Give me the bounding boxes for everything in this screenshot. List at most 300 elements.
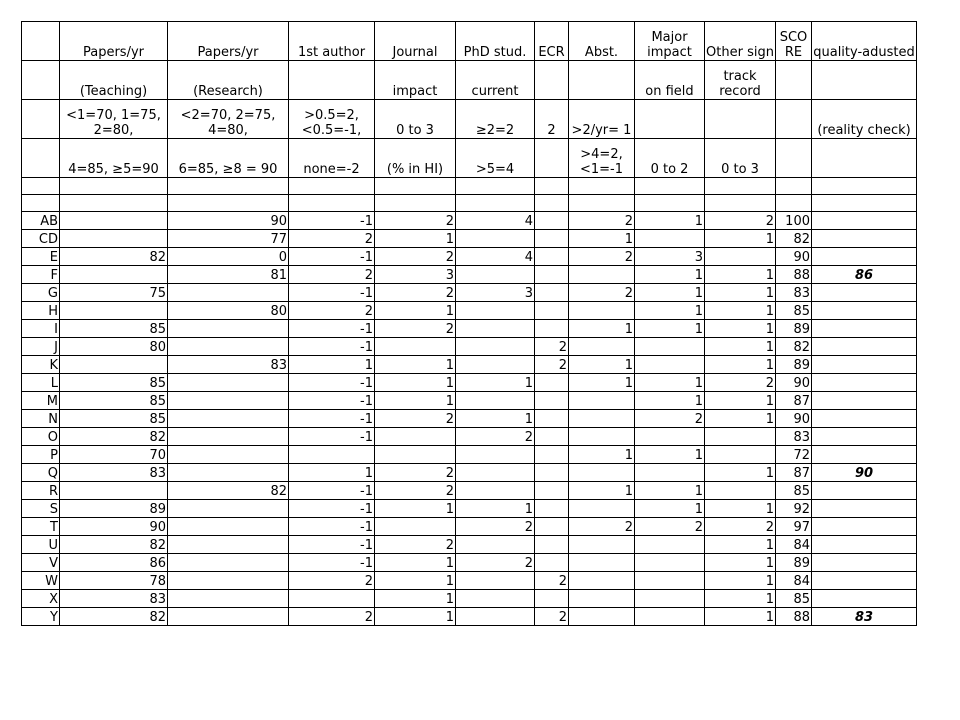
cell-first-author: 1st author xyxy=(289,22,375,61)
cell-abstracts xyxy=(569,464,635,482)
cell-score: 83 xyxy=(776,284,812,302)
cell-score: 92 xyxy=(776,500,812,518)
cell-journal-impact: 1 xyxy=(375,230,456,248)
cell-score: 84 xyxy=(776,572,812,590)
cell-major-impact: 1 xyxy=(635,266,705,284)
cell-papers-research xyxy=(168,392,289,410)
cell-papers-teaching xyxy=(60,482,168,500)
cell-ecr xyxy=(535,590,569,608)
cell-label: O xyxy=(22,428,60,446)
cell-phd-students xyxy=(456,178,535,195)
header-row xyxy=(22,22,917,61)
cell-major-impact xyxy=(635,428,705,446)
cell-first-author xyxy=(289,446,375,464)
cell-journal-impact: 1 xyxy=(375,554,456,572)
cell-phd-students xyxy=(456,356,535,374)
cell-papers-teaching: 75 xyxy=(60,284,168,302)
cell-journal-impact: 2 xyxy=(375,410,456,428)
cell-journal-impact xyxy=(375,195,456,212)
cell-journal-impact: 1 xyxy=(375,500,456,518)
cell-papers-research: 77 xyxy=(168,230,289,248)
table-row xyxy=(22,248,917,266)
cell-score: 88 xyxy=(776,266,812,284)
cell-journal-impact: 1 xyxy=(375,356,456,374)
cell-abstracts: >2/yr= 1 xyxy=(569,100,635,139)
header-row xyxy=(22,100,917,139)
cell-first-author xyxy=(289,195,375,212)
cell-papers-teaching xyxy=(60,302,168,320)
cell-papers-teaching xyxy=(60,178,168,195)
cell-major-impact: 1 xyxy=(635,302,705,320)
cell-major-impact: 0 to 2 xyxy=(635,139,705,178)
table-row xyxy=(22,320,917,338)
cell-phd-students xyxy=(456,464,535,482)
cell-score: 90 xyxy=(776,248,812,266)
cell-quality-adjusted xyxy=(812,590,917,608)
cell-papers-teaching: 83 xyxy=(60,590,168,608)
scoring-table xyxy=(21,21,917,626)
cell-first-author: 2 xyxy=(289,572,375,590)
cell-quality-adjusted: 90 xyxy=(812,464,917,482)
cell-quality-adjusted xyxy=(812,195,917,212)
cell-quality-adjusted xyxy=(812,338,917,356)
cell-label: N xyxy=(22,410,60,428)
cell-score: 82 xyxy=(776,338,812,356)
cell-quality-adjusted xyxy=(812,482,917,500)
cell-label xyxy=(22,22,60,61)
cell-first-author: -1 xyxy=(289,392,375,410)
cell-label xyxy=(22,100,60,139)
cell-quality-adjusted: 86 xyxy=(812,266,917,284)
cell-first-author: >0.5=2, <0.5=-1, xyxy=(289,100,375,139)
cell-phd-students xyxy=(456,590,535,608)
cell-major-impact: 1 xyxy=(635,392,705,410)
table-row xyxy=(22,482,917,500)
cell-major-impact: 2 xyxy=(635,410,705,428)
cell-other-track-record: 2 xyxy=(705,374,776,392)
cell-label: J xyxy=(22,338,60,356)
cell-papers-research xyxy=(168,374,289,392)
cell-quality-adjusted xyxy=(812,212,917,230)
cell-major-impact: 3 xyxy=(635,248,705,266)
cell-label: G xyxy=(22,284,60,302)
cell-quality-adjusted xyxy=(812,248,917,266)
cell-major-impact xyxy=(635,195,705,212)
cell-abstracts xyxy=(569,302,635,320)
cell-first-author: -1 xyxy=(289,284,375,302)
cell-score xyxy=(776,139,812,178)
cell-quality-adjusted xyxy=(812,428,917,446)
cell-major-impact xyxy=(635,338,705,356)
cell-papers-research: Papers/yr xyxy=(168,22,289,61)
cell-journal-impact xyxy=(375,178,456,195)
cell-papers-research: 82 xyxy=(168,482,289,500)
cell-major-impact xyxy=(635,100,705,139)
cell-score: 83 xyxy=(776,428,812,446)
cell-ecr xyxy=(535,446,569,464)
cell-score: 90 xyxy=(776,374,812,392)
cell-other-track-record xyxy=(705,248,776,266)
cell-first-author xyxy=(289,178,375,195)
cell-ecr xyxy=(535,320,569,338)
cell-papers-research xyxy=(168,410,289,428)
cell-major-impact: on field xyxy=(635,61,705,100)
cell-quality-adjusted xyxy=(812,139,917,178)
cell-phd-students: >5=4 xyxy=(456,139,535,178)
cell-abstracts xyxy=(569,266,635,284)
cell-ecr: ECR xyxy=(535,22,569,61)
table-row xyxy=(22,266,917,284)
cell-papers-teaching: 85 xyxy=(60,392,168,410)
cell-score: 87 xyxy=(776,464,812,482)
table-row xyxy=(22,608,917,626)
cell-journal-impact: 3 xyxy=(375,266,456,284)
cell-papers-teaching: 89 xyxy=(60,500,168,518)
cell-papers-teaching: <1=70, 1=75, 2=80, xyxy=(60,100,168,139)
cell-quality-adjusted xyxy=(812,500,917,518)
cell-phd-students xyxy=(456,266,535,284)
cell-papers-teaching: 82 xyxy=(60,428,168,446)
cell-phd-students xyxy=(456,392,535,410)
cell-phd-students xyxy=(456,446,535,464)
cell-ecr xyxy=(535,464,569,482)
cell-phd-students: 2 xyxy=(456,554,535,572)
cell-label: H xyxy=(22,302,60,320)
cell-phd-students: ≥2=2 xyxy=(456,100,535,139)
cell-score: 85 xyxy=(776,590,812,608)
cell-papers-teaching xyxy=(60,195,168,212)
cell-score xyxy=(776,195,812,212)
cell-abstracts xyxy=(569,410,635,428)
cell-label: R xyxy=(22,482,60,500)
cell-papers-teaching: 4=85, ≥5=90 xyxy=(60,139,168,178)
cell-label: W xyxy=(22,572,60,590)
cell-papers-research xyxy=(168,320,289,338)
cell-score: 85 xyxy=(776,302,812,320)
cell-abstracts: 2 xyxy=(569,248,635,266)
cell-papers-research xyxy=(168,195,289,212)
cell-first-author: 2 xyxy=(289,230,375,248)
cell-abstracts xyxy=(569,428,635,446)
table-row xyxy=(22,410,917,428)
cell-abstracts xyxy=(569,338,635,356)
cell-other-track-record: 2 xyxy=(705,212,776,230)
cell-first-author: none=-2 xyxy=(289,139,375,178)
cell-major-impact: 1 xyxy=(635,374,705,392)
cell-phd-students xyxy=(456,338,535,356)
cell-quality-adjusted xyxy=(812,446,917,464)
table-row xyxy=(22,500,917,518)
cell-journal-impact: 1 xyxy=(375,392,456,410)
cell-phd-students xyxy=(456,572,535,590)
cell-ecr xyxy=(535,230,569,248)
cell-major-impact xyxy=(635,230,705,248)
cell-papers-research xyxy=(168,178,289,195)
cell-label xyxy=(22,178,60,195)
cell-major-impact xyxy=(635,464,705,482)
cell-abstracts: 1 xyxy=(569,482,635,500)
cell-first-author: -1 xyxy=(289,212,375,230)
cell-quality-adjusted xyxy=(812,284,917,302)
cell-journal-impact: impact xyxy=(375,61,456,100)
table-row xyxy=(22,284,917,302)
cell-journal-impact xyxy=(375,338,456,356)
cell-ecr: 2 xyxy=(535,608,569,626)
cell-journal-impact: 2 xyxy=(375,320,456,338)
cell-label: Q xyxy=(22,464,60,482)
cell-phd-students: 2 xyxy=(456,428,535,446)
cell-papers-teaching: 86 xyxy=(60,554,168,572)
cell-label: K xyxy=(22,356,60,374)
cell-first-author: 2 xyxy=(289,302,375,320)
cell-label: E xyxy=(22,248,60,266)
cell-major-impact: 1 xyxy=(635,284,705,302)
cell-ecr xyxy=(535,139,569,178)
cell-label: L xyxy=(22,374,60,392)
cell-major-impact xyxy=(635,608,705,626)
cell-score: 84 xyxy=(776,536,812,554)
cell-papers-research: <2=70, 2=75, 4=80, xyxy=(168,100,289,139)
cell-score: 89 xyxy=(776,320,812,338)
cell-major-impact: 1 xyxy=(635,482,705,500)
cell-other-track-record: 2 xyxy=(705,518,776,536)
cell-ecr: 2 xyxy=(535,356,569,374)
table-row xyxy=(22,428,917,446)
cell-other-track-record: 1 xyxy=(705,230,776,248)
cell-other-track-record xyxy=(705,428,776,446)
cell-abstracts: >4=2, <1=-1 xyxy=(569,139,635,178)
cell-first-author: 2 xyxy=(289,608,375,626)
cell-ecr xyxy=(535,178,569,195)
cell-journal-impact: (% in HI) xyxy=(375,139,456,178)
cell-other-track-record: 1 xyxy=(705,302,776,320)
table-row xyxy=(22,212,917,230)
cell-abstracts xyxy=(569,195,635,212)
table-row xyxy=(22,464,917,482)
cell-ecr xyxy=(535,284,569,302)
cell-major-impact: 1 xyxy=(635,500,705,518)
cell-journal-impact: 1 xyxy=(375,608,456,626)
cell-label: V xyxy=(22,554,60,572)
cell-journal-impact: 1 xyxy=(375,302,456,320)
cell-quality-adjusted xyxy=(812,392,917,410)
cell-major-impact xyxy=(635,572,705,590)
table-row xyxy=(22,446,917,464)
table-row xyxy=(22,302,917,320)
cell-phd-students xyxy=(456,302,535,320)
cell-phd-students xyxy=(456,482,535,500)
cell-journal-impact: 2 xyxy=(375,464,456,482)
cell-phd-students xyxy=(456,230,535,248)
cell-first-author: -1 xyxy=(289,338,375,356)
table-row xyxy=(22,518,917,536)
cell-ecr xyxy=(535,248,569,266)
cell-label: X xyxy=(22,590,60,608)
cell-other-track-record: track record xyxy=(705,61,776,100)
cell-label: CD xyxy=(22,230,60,248)
cell-quality-adjusted xyxy=(812,178,917,195)
cell-quality-adjusted xyxy=(812,61,917,100)
cell-label: AB xyxy=(22,212,60,230)
cell-score: 85 xyxy=(776,482,812,500)
cell-journal-impact: 2 xyxy=(375,482,456,500)
cell-journal-impact: 1 xyxy=(375,374,456,392)
cell-first-author: 1 xyxy=(289,356,375,374)
cell-first-author: -1 xyxy=(289,410,375,428)
cell-other-track-record xyxy=(705,100,776,139)
cell-papers-teaching: 70 xyxy=(60,446,168,464)
cell-phd-students xyxy=(456,608,535,626)
cell-abstracts: 2 xyxy=(569,284,635,302)
cell-score xyxy=(776,100,812,139)
cell-phd-students xyxy=(456,195,535,212)
cell-other-track-record xyxy=(705,482,776,500)
cell-papers-teaching: Papers/yr xyxy=(60,22,168,61)
cell-papers-research xyxy=(168,536,289,554)
cell-journal-impact: Journal xyxy=(375,22,456,61)
cell-first-author xyxy=(289,590,375,608)
cell-phd-students: PhD stud. xyxy=(456,22,535,61)
cell-other-track-record: 1 xyxy=(705,320,776,338)
cell-score xyxy=(776,61,812,100)
cell-ecr xyxy=(535,266,569,284)
cell-papers-research: 80 xyxy=(168,302,289,320)
cell-label xyxy=(22,139,60,178)
cell-major-impact: Major impact xyxy=(635,22,705,61)
cell-ecr xyxy=(535,536,569,554)
cell-papers-teaching: 85 xyxy=(60,320,168,338)
cell-first-author: -1 xyxy=(289,482,375,500)
cell-phd-students: current xyxy=(456,61,535,100)
cell-ecr xyxy=(535,410,569,428)
cell-abstracts xyxy=(569,61,635,100)
table-row xyxy=(22,374,917,392)
cell-papers-teaching xyxy=(60,266,168,284)
cell-journal-impact: 2 xyxy=(375,536,456,554)
cell-ecr xyxy=(535,61,569,100)
cell-ecr xyxy=(535,392,569,410)
cell-major-impact: 1 xyxy=(635,212,705,230)
cell-other-track-record: 1 xyxy=(705,500,776,518)
cell-quality-adjusted xyxy=(812,554,917,572)
cell-quality-adjusted xyxy=(812,356,917,374)
header-row xyxy=(22,61,917,100)
cell-journal-impact: 2 xyxy=(375,212,456,230)
cell-first-author: -1 xyxy=(289,500,375,518)
spacer-row xyxy=(22,178,917,195)
cell-journal-impact xyxy=(375,518,456,536)
cell-papers-research: 6=85, ≥8 = 90 xyxy=(168,139,289,178)
cell-abstracts xyxy=(569,572,635,590)
cell-papers-teaching: 82 xyxy=(60,248,168,266)
cell-label: U xyxy=(22,536,60,554)
cell-phd-students: 1 xyxy=(456,374,535,392)
cell-papers-teaching: 82 xyxy=(60,536,168,554)
cell-other-track-record: 1 xyxy=(705,284,776,302)
cell-papers-research: 81 xyxy=(168,266,289,284)
cell-label: M xyxy=(22,392,60,410)
cell-other-track-record: 1 xyxy=(705,356,776,374)
cell-papers-teaching: 82 xyxy=(60,608,168,626)
cell-papers-research xyxy=(168,284,289,302)
cell-papers-teaching: 78 xyxy=(60,572,168,590)
cell-papers-teaching: 90 xyxy=(60,518,168,536)
cell-papers-research xyxy=(168,500,289,518)
cell-quality-adjusted xyxy=(812,410,917,428)
cell-quality-adjusted xyxy=(812,518,917,536)
cell-ecr: 2 xyxy=(535,338,569,356)
cell-other-track-record xyxy=(705,446,776,464)
cell-papers-research xyxy=(168,518,289,536)
cell-abstracts: 2 xyxy=(569,212,635,230)
cell-abstracts: 2 xyxy=(569,518,635,536)
cell-quality-adjusted xyxy=(812,302,917,320)
cell-other-track-record: 1 xyxy=(705,536,776,554)
header-row xyxy=(22,139,917,178)
cell-label: P xyxy=(22,446,60,464)
cell-other-track-record: 1 xyxy=(705,590,776,608)
cell-score xyxy=(776,178,812,195)
table-row xyxy=(22,356,917,374)
cell-phd-students xyxy=(456,536,535,554)
table-row xyxy=(22,392,917,410)
cell-quality-adjusted xyxy=(812,230,917,248)
cell-label: T xyxy=(22,518,60,536)
spacer-row xyxy=(22,195,917,212)
table-row xyxy=(22,230,917,248)
cell-first-author: -1 xyxy=(289,518,375,536)
cell-journal-impact: 0 to 3 xyxy=(375,100,456,139)
cell-phd-students: 3 xyxy=(456,284,535,302)
cell-phd-students xyxy=(456,320,535,338)
cell-other-track-record: Other sign xyxy=(705,22,776,61)
cell-major-impact xyxy=(635,590,705,608)
cell-first-author: -1 xyxy=(289,536,375,554)
cell-score: 88 xyxy=(776,608,812,626)
cell-abstracts xyxy=(569,536,635,554)
cell-quality-adjusted xyxy=(812,572,917,590)
cell-label: Y xyxy=(22,608,60,626)
cell-first-author: -1 xyxy=(289,248,375,266)
cell-other-track-record: 0 to 3 xyxy=(705,139,776,178)
cell-journal-impact xyxy=(375,446,456,464)
cell-other-track-record: 1 xyxy=(705,554,776,572)
cell-score: 97 xyxy=(776,518,812,536)
table-row xyxy=(22,554,917,572)
cell-papers-research xyxy=(168,464,289,482)
cell-label xyxy=(22,61,60,100)
cell-phd-students: 4 xyxy=(456,212,535,230)
cell-papers-teaching xyxy=(60,230,168,248)
cell-abstracts xyxy=(569,608,635,626)
cell-other-track-record: 1 xyxy=(705,392,776,410)
cell-score: 89 xyxy=(776,554,812,572)
cell-quality-adjusted xyxy=(812,374,917,392)
cell-score: 87 xyxy=(776,392,812,410)
cell-ecr xyxy=(535,374,569,392)
cell-papers-teaching: (Teaching) xyxy=(60,61,168,100)
cell-papers-teaching: 85 xyxy=(60,410,168,428)
cell-abstracts: 1 xyxy=(569,446,635,464)
cell-first-author: 2 xyxy=(289,266,375,284)
cell-other-track-record: 1 xyxy=(705,464,776,482)
cell-abstracts xyxy=(569,392,635,410)
cell-abstracts: Abst. xyxy=(569,22,635,61)
cell-abstracts: 1 xyxy=(569,320,635,338)
cell-quality-adjusted: 83 xyxy=(812,608,917,626)
cell-first-author: 1 xyxy=(289,464,375,482)
cell-journal-impact xyxy=(375,428,456,446)
